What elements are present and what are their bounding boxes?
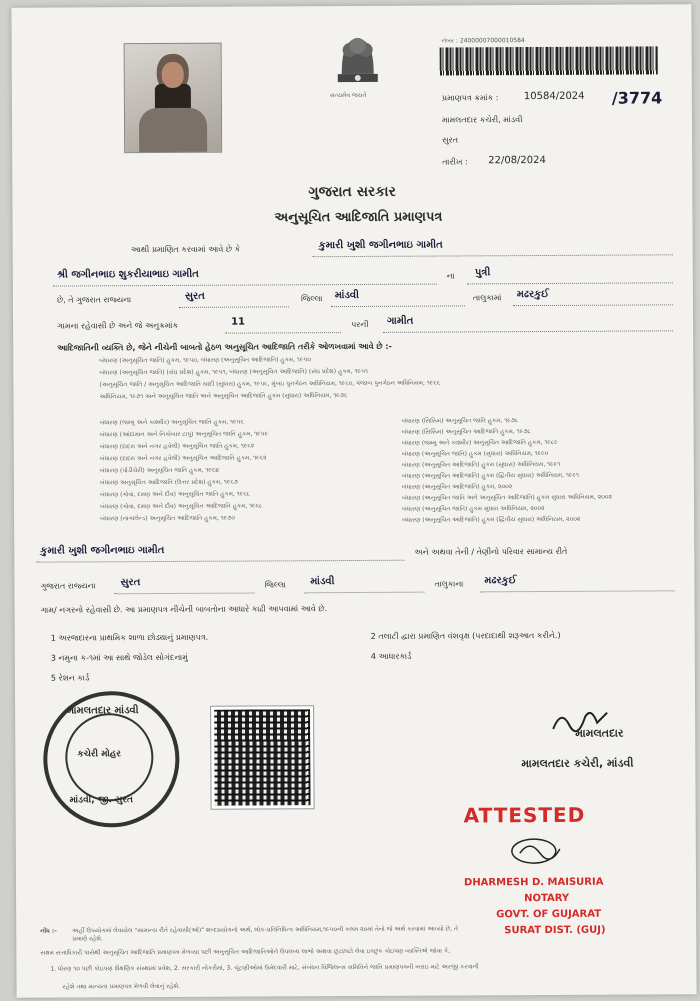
order-line: બંધારણ (સિક્કિમ) અનુસૂચિત જાતિ હુકમ, ૧૯૭૮ <box>401 417 519 425</box>
notary-role: NOTARY <box>524 892 570 905</box>
signature-title: મામલતદાર <box>575 726 624 740</box>
residence-district-label: જિલ્લા <box>264 580 287 590</box>
taluka-label: તાલુકામાં <box>472 293 502 303</box>
taluka: મઢરકુઈ <box>516 288 549 301</box>
signature-office: મામલતદાર કચેરી, માંડવી <box>521 756 634 771</box>
stamp-bottom-text: માંડવી, જી. સુરત <box>69 795 133 806</box>
father-name: શ્રી જગીનભાઇ શુકરીયાભાઇ ગામીત <box>56 268 199 281</box>
document-item: 3 નમુના ક-૧માં આ સાથે જોડેલ સોગંદનામું <box>50 652 188 663</box>
order-line: બંધારણ (અનુસૂચિત જાતિ) (સંઘ પ્રદેશ) હુકમ, ૧૯૫૧, બંધારણ (અનુસૂચિત આદિજાતિ) (સંઘ પ્રદેશ) હુકમ, ૧૯૫૧ <box>99 367 368 377</box>
order-line: બંધારણ (નાગાલેન્ડ) અનુસૂચિત આદિજાતિ હુકમ, ૧૯૭૦ <box>100 514 235 523</box>
order-line: બંધારણ (અનુસૂચિત આદિજાતિ) હુકમ (સુધારા) અધિનિયમ, ૧૯૯૧ <box>401 460 561 469</box>
order-line: બંધારણ (અનુસૂચિત જાતિ) હુકમ, ૧૯૫૦, બંધારણ (અનુસૂચિત આદિજાતિ) હુકમ, ૧૯૫૦ <box>99 356 311 365</box>
certificate-title: અનુસૂચિત આદિજાતિ પ્રમાણપત્ર <box>274 209 443 226</box>
community-label: પરની <box>351 319 369 330</box>
handwritten-number: /3774 <box>611 88 663 108</box>
intro-text: આથી પ્રમાણિત કરવામાં આવે છે કે <box>130 244 241 255</box>
date-label: તારીખ : <box>442 157 468 167</box>
certificate-sheet <box>11 4 696 998</box>
order-line: બંધારણ (ગોવા, દમણ અને દીવ) અનુસૂચિત જાતિ હુકમ, ૧૯૬૮ <box>99 490 250 499</box>
note-text: અહીં ઉપયોગમાં લેવાયેલ "સામાન્ય રીતે રહેવાસી(ઓ)" શબ્દપ્રયોગનો અર્થ, લોક-પ્રતિનિધિત્વ અધિનિયમ,૧૯૫૦ની કલમ ૨૦માં તેનો જે અર્થ કરવામાં આવ્યો છે, તે પ્રમાણે રહેશે. <box>72 925 458 943</box>
attested-stamp: ATTESTED <box>463 802 586 828</box>
office-seal-stamp <box>43 691 180 828</box>
residence-city: સુરત <box>120 577 141 589</box>
order-line: બંધારણ (અનુસૂચિત આદિજાતિ) હુકમ (દ્વિતીય સુધારા) અધિનિયમ, ૧૯૯૧ <box>401 471 579 480</box>
family-text: અને અથવા તેની / તેણીનો પરિવાર સામાન્ય રીતે <box>414 546 568 557</box>
emblem-caption: સત્યમેવ જયતે <box>329 91 367 100</box>
order-line: (અનુસૂચિત જાતિ / અનુસૂચિત આદિજાતિ યાદી (સુધારા) હુકમ, ૧૯૫૬, મુંબઇ પુનર્ગઠન અધિનિયમ, ૧૯૬૦, પંજાબ પુનર્ગઠન અધિનિયમ, ૧૯૬૬ <box>99 379 441 389</box>
notary-name: DHARMESH D. MAISURIA <box>463 876 604 889</box>
residence-district: માંડવી <box>310 576 335 588</box>
residence-closing: ગામ/ નગરનો રહેવાસી છે. આ પ્રમાણપત્ર નીચેની બાબતોના આધારે કાઢી આપવામાં આવે છે. <box>40 604 328 615</box>
order-line: અધિનિયમ, ૧૯૭૧ અને અનુસૂચિત જાતિ અને અનુસૂચિત આદિજાતિ હુકમ (સુધારા) અધિનિયમ, ૧૯૭૬ <box>99 392 348 401</box>
order-line: બંધારણ (દાદરા અને નગર હવેલી) અનુસૂચિત જાતિ હુકમ, ૧૯૬૨ <box>99 442 255 451</box>
residence-state-prefix: ગુજરાત રાજ્યના <box>40 581 96 591</box>
district-label: જિલ્લા <box>300 294 323 304</box>
stamp-center-text: કચેરી મોહર <box>77 749 121 760</box>
serial-number: 11 <box>231 316 246 328</box>
barcode-number: નંબર : 24000007000010584 <box>441 37 525 45</box>
order-line: બંધારણ (પોંડીચેરી) અનુસૂચિત જાતિ હુકમ, ૧૯૬૪ <box>99 466 220 475</box>
village-prefix: ગામના રહેવાસી છે અને જે અનુક્રમાંક <box>57 320 179 331</box>
order-line: બંધારણ (જમ્મુ અને કાશ્મીર) અનુસૂચિત આદિજાતિ હુકમ, ૧૯૮૯ <box>401 438 558 447</box>
authority-text: સક્ષમ સત્તાધિકારી પાસેથી અનુસૂચિત આદિજાતિ પ્રમાણપત્ર મેળવ્યા પછી અનુસૂચિત આદિજાતિઓને ઉપલબ્ધ લાભો અથવા છૂટછાટો લેવા ઇચ્છુક કોઇપણ વ્યક્તિએ જોવા કે, <box>40 947 451 957</box>
order-line: બંધારણ (આંદામાન અને નિકોબાર ટાપુ) અનુસૂચિત જાતિ હુકમ, ૧૯૫૯ <box>99 430 269 439</box>
holder-name: કુમારી ખુશી જગીનભાઇ ગામીત <box>318 239 443 252</box>
national-emblem-icon <box>328 28 388 100</box>
order-line: બંધારણ (અનુસૂચિત આદિજાતિ) હુકમ, ૨૦૦૨ <box>401 483 513 491</box>
document-item: 5 રેશન કાર્ડ <box>50 673 90 683</box>
district: માંડવી <box>334 289 360 302</box>
relation: પુત્રી <box>474 267 491 279</box>
order-line: બંધારણ (અનુસૂચિત જાતિ) હુકમ સુધારા અધિનિયમ, ૨૦૦૨ <box>402 505 545 513</box>
document-item: 2 તલાટી દ્વારા પ્રમાણિત વંશવૃક્ષ (પરદાદાથી શરૂઆત કરીને.) <box>370 630 561 641</box>
tribe-statement: આદિજાતિની વ્યક્તિ છે, જેને નીચેની બાબતો હેઠળ અનુસૂચિત આદિજાતિ તરીકે ઓળખવામાં આવે છે :- <box>57 341 392 353</box>
cert-no: 10584/2024 <box>523 90 585 103</box>
residence-taluka: મઢરકુઈ <box>484 575 517 587</box>
order-line: બંધારણ (અનુસૂચિત જાતિ અને અનુસૂચિત આદિજાતિ) હુકમ સુધારા અધિનિયમ, ૨૦૦૨ <box>401 493 612 502</box>
order-line: બંધારણ (સિક્કિમ) અનુસૂચિત આદિજાતિ હુકમ, ૧૯૭૮ <box>401 428 531 436</box>
applicant-photo <box>124 43 223 154</box>
district-city: સુરત <box>184 290 205 302</box>
document-item: 4 આધારકાર્ડ <box>370 651 412 661</box>
residence-taluka-label: તાલુકાના <box>434 579 464 589</box>
qr-code <box>211 706 314 809</box>
issue-date: 22/08/2024 <box>488 154 546 167</box>
order-line: બંધારણ (અનુસૂચિત આદિજાતિ) હુકમ (દ્વિતીય સુધારા) અધિનિયમ, ૨૦૦૨ <box>402 515 581 524</box>
order-line: બંધારણ (જમ્મુ અને કાશ્મીર) અનુસૂચિત જાતિ હુકમ, ૧૯૫૬ <box>99 418 244 427</box>
residence-holder-name: કુમારી ખુશી જગીનભાઇ ગામીત <box>40 544 165 557</box>
benefit-points-end: રહેશે તથા માન્યતા પ્રમાણપત્ર મેળવી લેવાનું રહેશે. <box>62 982 181 991</box>
community: ગામીત <box>387 315 414 327</box>
notary-district: SURAT DIST. (GUJ) <box>504 924 606 937</box>
order-line: બંધારણ (ગોવા, દમણ અને દીવ) અનુસૂચિત આદિજાતિ હુકમ, ૧૯૬૮ <box>100 502 263 511</box>
order-line: બંધારણ (અનુસૂચિત જાતિ) હુકમ (સુધારા) અધિનિયમ, ૧૯૯૦ <box>401 449 549 458</box>
notary-signature-icon <box>500 833 570 867</box>
relation-label: ના <box>446 271 455 281</box>
cert-no-label: પ્રમાણપત્ર ક્રમાંક : <box>441 93 499 103</box>
barcode <box>440 46 658 75</box>
order-line: બંધારણ (દાદરા અને નગર હવેલી) અનુસૂચિત આદિજાતિ હુકમ, ૧૯૬૨ <box>99 454 267 463</box>
state-prefix: છે, તે ગુજરાત રાજ્યના <box>56 295 132 305</box>
benefit-points: 1. ધોરણ ૧૦ પછી કોઇપણ શૈક્ષણિક સંસ્થામાં પ્રવેશ, 2. સરકારી નોકરીમાં, 3. ચૂંટણીઓમાં ઉમેદવારી માટે, સંબંધન વિજિલન્સ સમિતિને જાતિ પ્રમાણપત્રની ખરાઇ માટે અરજી કરવાની <box>50 963 479 973</box>
office-line: મામલતદાર કચેરી, માંડવી <box>441 115 523 125</box>
order-line: બંધારણ અનુસૂચિત આદિજાતિ (ઉત્તર પ્રદેશ) હુકમ, ૧૯૬૭ <box>99 478 238 487</box>
note-label: નોંધ :- <box>40 927 57 935</box>
stamp-top-text: મામલતદાર માંડવી <box>67 705 139 717</box>
office-city: સુરત <box>442 135 459 145</box>
government-title: ગુજરાત સરકાર <box>308 183 396 201</box>
document-item: 1 અરજદારના પ્રાથમિક શાળા છોડ્યાનું પ્રમાણપત્ર. <box>50 632 209 643</box>
notary-govt: GOVT. OF GUJARAT <box>496 908 602 921</box>
